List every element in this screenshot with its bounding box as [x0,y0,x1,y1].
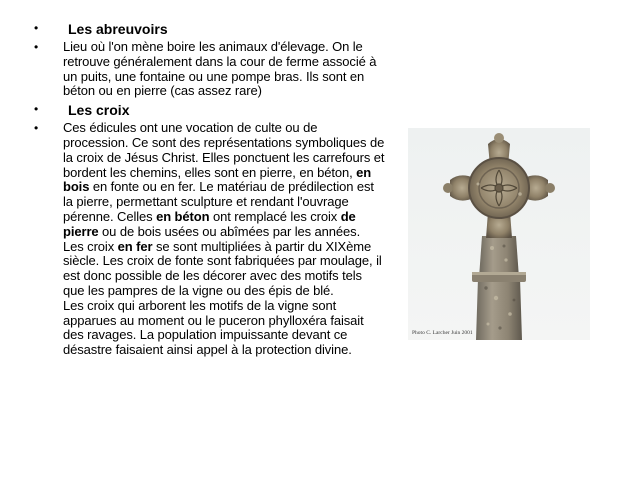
bullet-icon: • [34,121,39,136]
text-run: en fonte ou en fer. Le matériau de prédilection est la pierre, permettant sculpture et rendant l'ouvrage pérenne. Celles [63,179,374,224]
bullet-item [34,40,386,99]
photo-credit: Photo C. Larcher Juin 2001 [412,330,473,336]
text-run: se sont multipliées à partir du XIXème siècle. Les croix de fonte sont fabriquées par moulage, il est donc possible de les décorer avec des motifs tels que les pampres de la vigne ou des épis de blé. [63,238,382,298]
text-run: Les croix [63,238,118,254]
bold-text-run: en béton [156,208,210,224]
text-run: Ces édicules ont une vocation de culte ou de procession. Ce sont des représentations symboliques de la croix de Jésus Christ. Elles ponctuent les carrefours et bordent les chemins, elles sont en pierre, en béton, [63,120,385,180]
bullet-item [34,21,386,37]
text-content [34,21,386,361]
paragraph-abreuvoirs: Lieu où l'on mène boire les animaux d'élevage. On le retrouve généralement dans la cour de ferme associé à un puits, une fontaine ou une pompe bras. Ils sont en béton ou en pierre (cas assez rare) [63,39,377,99]
stone-cross-photo [408,128,590,340]
bullet-icon: • [34,40,39,54]
heading-croix: Les croix [68,102,130,119]
bullet-icon: • [34,21,39,35]
bullet-item [34,121,386,358]
bold-text-run: en fer [117,238,153,254]
bold-text-run: en bois [63,164,372,195]
heading-abreuvoirs: Les abreuvoirs [68,21,168,37]
bullet-icon: • [34,102,39,117]
text-run: Les croix qui arborent les motifs de la vigne sont apparues au moment ou le puceron phylloxéra faisait des ravages. La population impuissante devant ce désastre faisaient ainsi appel à la protection divine. [63,297,364,358]
bold-text-run: de pierre [63,208,356,239]
stone-cross-illustration [408,128,590,340]
paragraph-croix [63,121,386,358]
bullet-item [34,102,386,118]
text-run: ont remplacé les croix [209,208,341,224]
text-run: ou de bois usées ou abîmées par les années. [98,223,361,239]
